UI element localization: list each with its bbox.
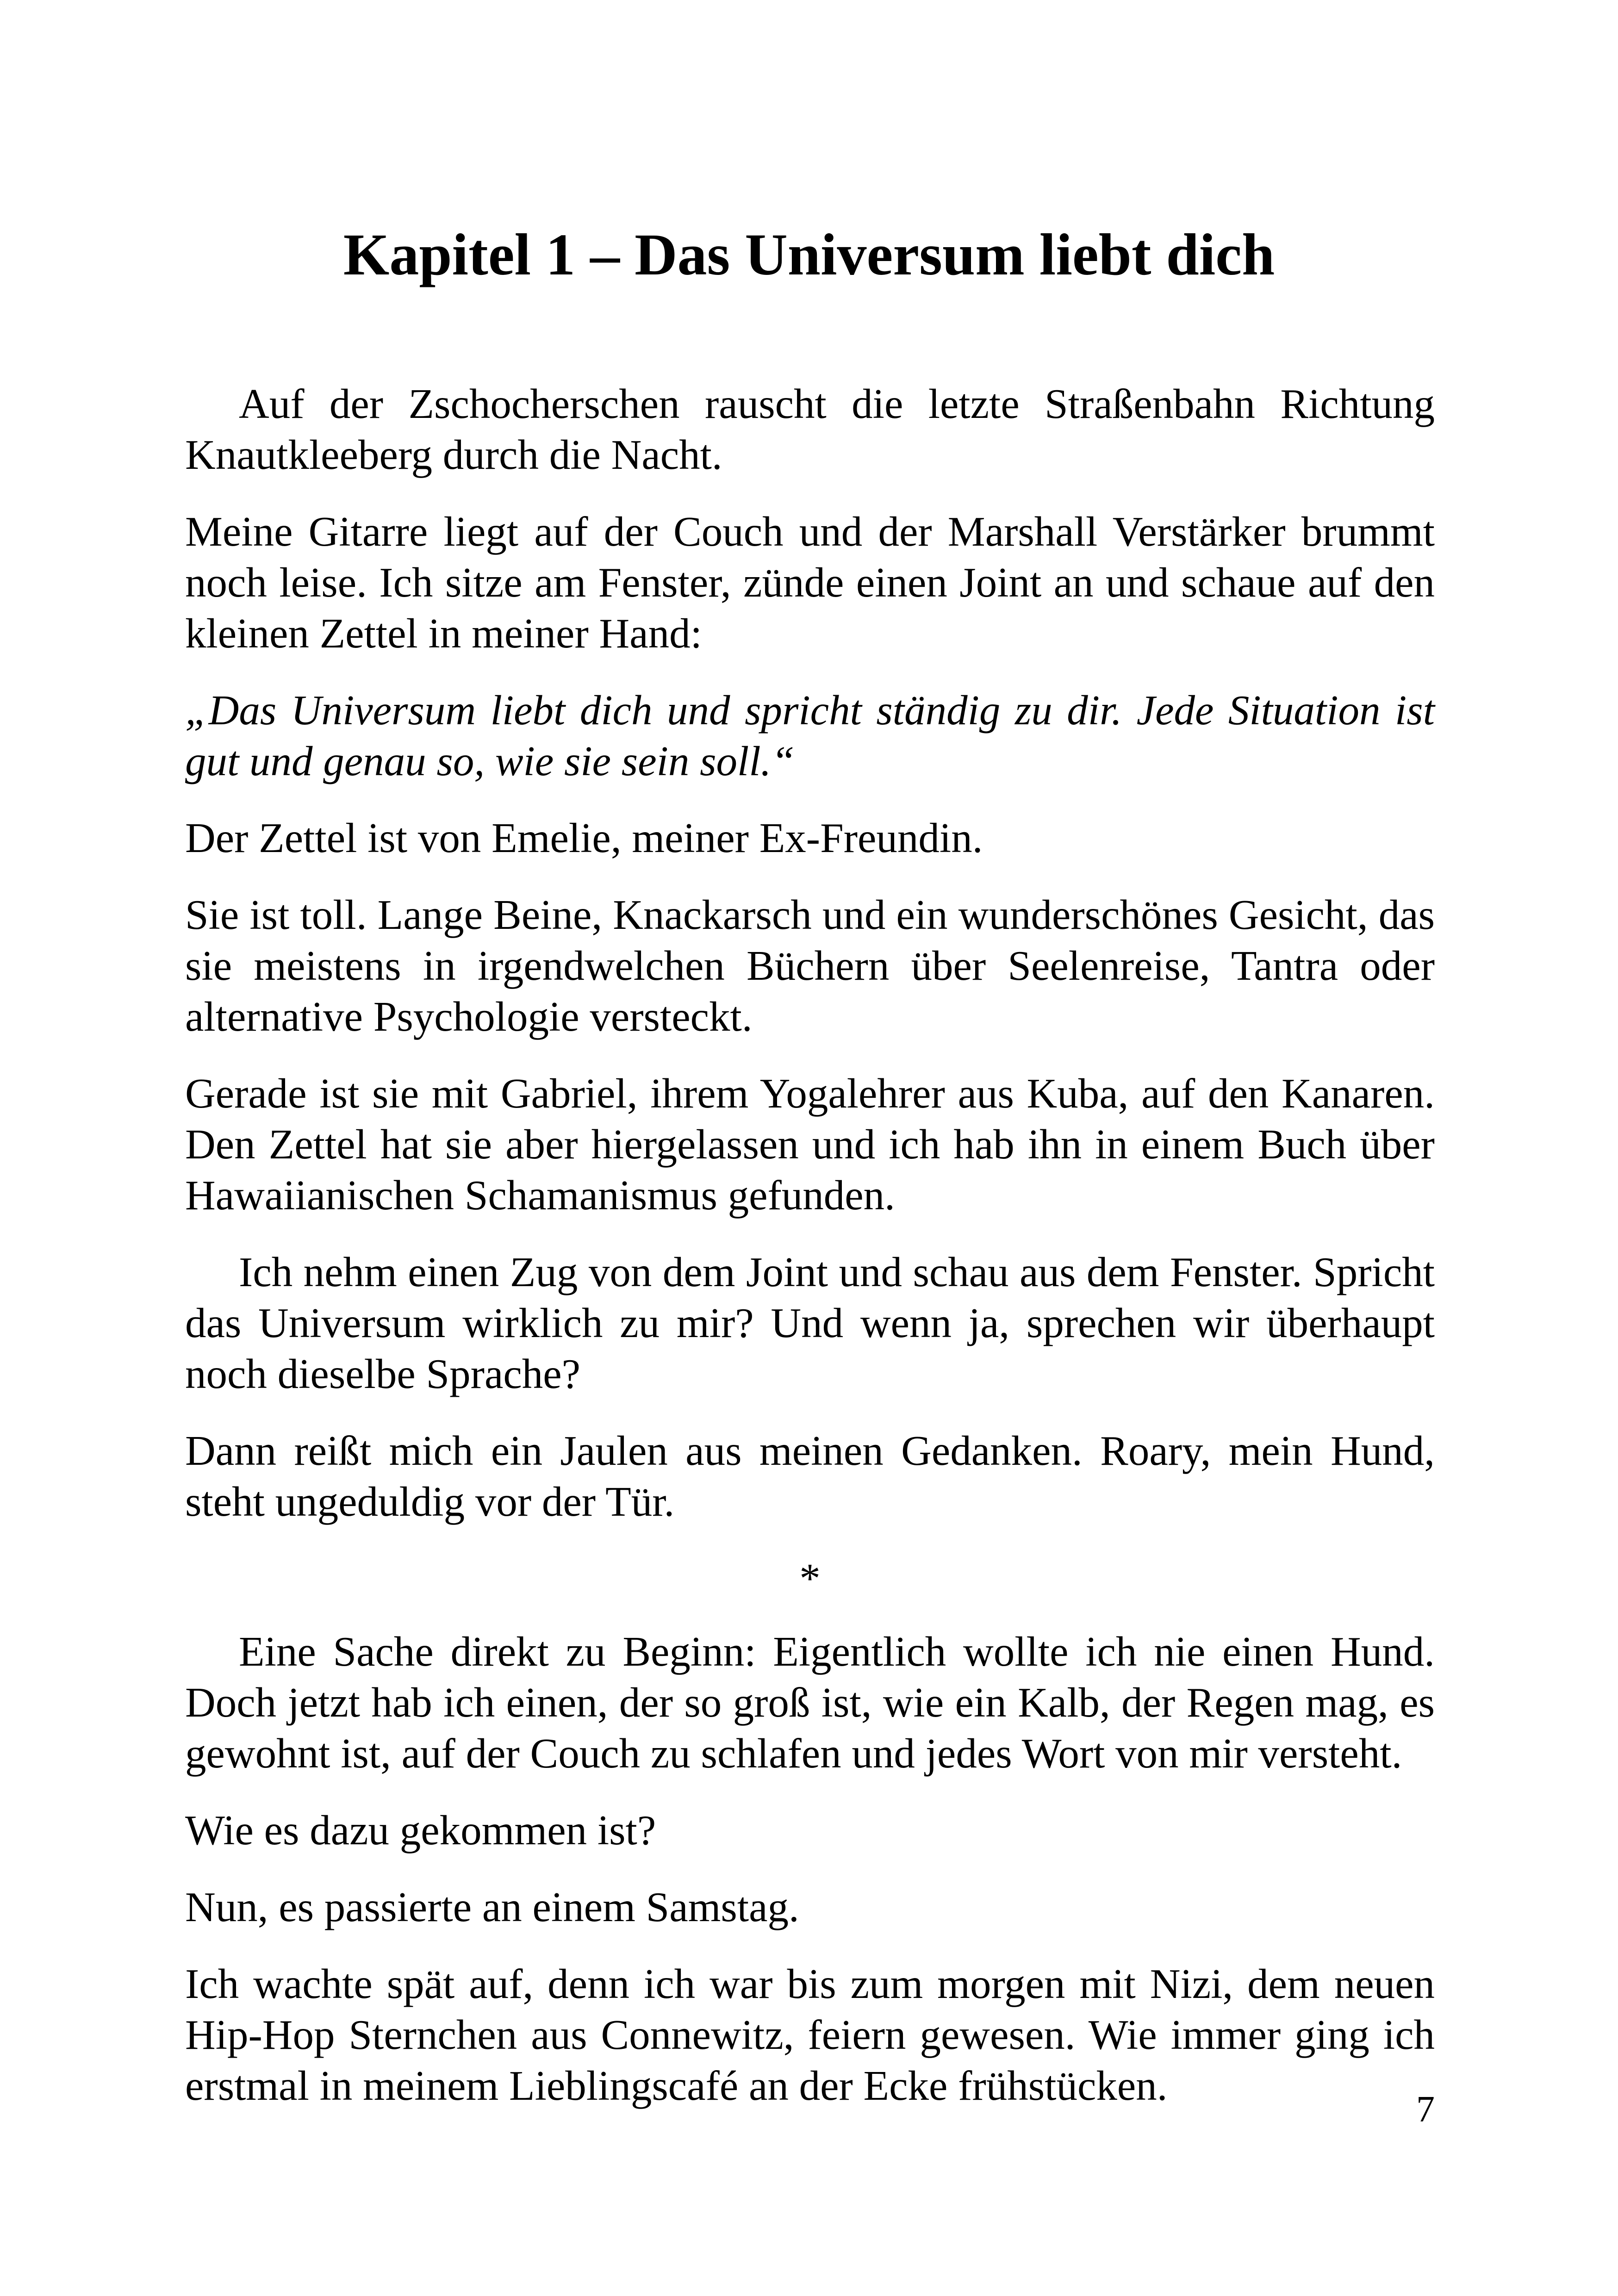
chapter-title: Kapitel 1 – Das Universum liebt dich xyxy=(343,222,1275,287)
paragraph-8: Dann reißt mich ein Jaulen aus meinen Gedanken. Roary, mein Hund, steht ungeduldig vor der Tür. xyxy=(185,1427,1435,1525)
paragraph-7: Ich nehm einen Zug von dem Joint und schau aus dem Fenster. Spricht das Universum wirklich zu mir? Und wenn ja, sprechen wir überhaupt noch dieselbe Sprache? xyxy=(185,1249,1435,1397)
paragraph-1: Auf der Zschocherschen rauscht die letzte Straßenbahn Richtung Knautkleeberg durch die Nacht. xyxy=(185,380,1435,478)
chapter-body xyxy=(185,379,1435,2137)
paragraph-4: Der Zettel ist von Emelie, meiner Ex-Freundin. xyxy=(185,815,983,861)
paragraph-11: Nun, es passierte an einem Samstag. xyxy=(185,1884,799,1930)
page-number: 7 xyxy=(1416,2089,1435,2130)
paragraph-12: Ich wachte spät auf, denn ich war bis zum morgen mit Nizi, dem neuen Hip-Hop Sternchen aus Connewitz, feiern gewesen. Wie immer ging ich erstmal in meinem Lieblingscafé an der Ecke frühstücken. xyxy=(185,1960,1435,2109)
paragraph-6: Gerade ist sie mit Gabriel, ihrem Yogalehrer aus Kuba, auf den Kanaren. Den Zettel hat sie aber hiergelassen und ich hab ihn in einem Buch über Hawaiianischen Schamanismus gefunden. xyxy=(185,1070,1435,1219)
paragraph-10: Wie es dazu gekommen ist? xyxy=(185,1807,656,1854)
paragraph-2: Meine Gitarre liegt auf der Couch und der Marshall Verstärker brummt noch leise. Ich sitze am Fenster, zünde einen Joint an und schaue auf den kleinen Zettel in meiner Hand: xyxy=(185,508,1435,657)
section-separator: * xyxy=(799,1555,821,1602)
paragraph-9: Eine Sache direkt zu Beginn: Eigentlich wollte ich nie einen Hund. Doch jetzt hab ich einen, der so groß ist, wie ein Kalb, der Regen mag, es gewohnt ist, auf der Couch zu schlafen und jedes Wort von mir versteht. xyxy=(185,1628,1435,1777)
quote-paragraph: „Das Universum liebt dich und spricht ständig zu dir. Jede Situation ist gut und genau so, wie sie sein soll.“ xyxy=(185,687,1435,784)
paragraph-5: Sie ist toll. Lange Beine, Knackarsch und ein wunderschönes Gesicht, das sie meistens in irgendwelchen Büchern über Seelenreise, Tantra oder alternative Psychologie versteckt. xyxy=(185,891,1435,1040)
